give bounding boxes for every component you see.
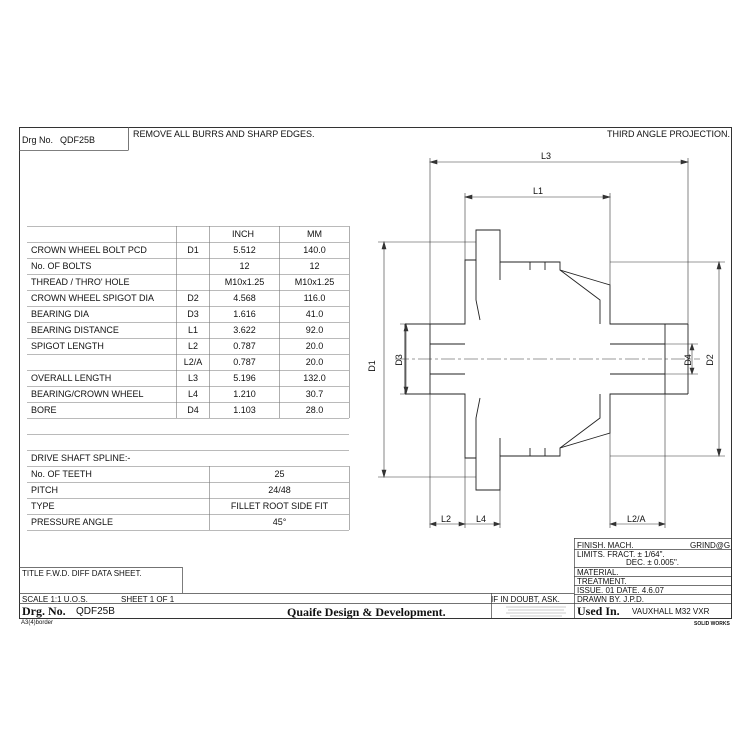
row-code: L2/A	[183, 357, 203, 367]
projection-note: THIRD ANGLE PROJECTION.	[607, 129, 731, 139]
sheet-text: SHEET 1 OF 1	[121, 595, 175, 604]
row-name: SPIGOT LENGTH	[31, 341, 104, 351]
row-code: L4	[187, 389, 198, 399]
dim-label-l4: L4	[476, 514, 487, 524]
treatment-text: TREATMENT.	[577, 577, 627, 586]
row-mm-value: 92.0	[305, 325, 324, 335]
software-name: SOLID WORKS	[694, 621, 730, 627]
row-name: No. OF BOLTS	[31, 261, 92, 271]
burrs-note: REMOVE ALL BURRS AND SHARP EDGES.	[133, 129, 315, 139]
dim-label-d3: D3	[393, 354, 404, 366]
row-inch-value: 1.616	[233, 309, 256, 319]
doubt-text: IF IN DOUBT, ASK.	[491, 595, 560, 604]
row-code: L1	[187, 325, 198, 335]
row-mm-value: 132.0	[303, 373, 326, 383]
row-name: THREAD / THRO' HOLE	[31, 277, 130, 287]
drg-no-value: QDF25B	[76, 606, 115, 617]
issue-date-text: ISSUE. 01 DATE. 4.6.07	[577, 586, 665, 595]
dim-label-l2: L2	[441, 514, 452, 524]
row-name: BEARING DISTANCE	[31, 325, 119, 335]
material-text: MATERIAL.	[577, 568, 619, 577]
data-table-grid	[27, 226, 350, 451]
drawn-by-text: DRAWN BY. J.P.D.	[577, 595, 644, 604]
spline-row-name: No. OF TEETH	[31, 469, 92, 479]
row-mm-value: 140.0	[303, 245, 326, 255]
spline-row-value: 25	[274, 469, 285, 479]
row-inch-value: M10x1.25	[224, 277, 265, 287]
border-name: A3(4)border	[21, 620, 54, 626]
dim-label-d2: D2	[704, 354, 715, 366]
drg-no-label: Drg. No.	[22, 604, 66, 618]
row-mm-value: 41.0	[305, 309, 324, 319]
column-header-mm: MM	[307, 229, 322, 239]
copyright-fine-print	[506, 607, 566, 616]
row-name: CROWN WHEEL BOLT PCD	[31, 245, 147, 255]
row-inch-value: 3.622	[233, 325, 256, 335]
header-drg-label: Drg No.	[22, 135, 54, 145]
row-mm-value: 12	[309, 261, 320, 271]
dim-label-d4: D4	[682, 354, 693, 366]
dim-label-d1: D1	[366, 360, 377, 372]
row-code: D2	[187, 293, 199, 303]
row-name: OVERALL LENGTH	[31, 373, 112, 383]
column-header-inch: INCH	[232, 229, 254, 239]
spline-row-value: FILLET ROOT SIDE FIT	[230, 501, 329, 511]
row-name: BEARING DIA	[31, 309, 90, 319]
row-mm-value: 116.0	[303, 293, 326, 303]
spline-heading: DRIVE SHAFT SPLINE:-	[31, 453, 131, 463]
spline-row-value: 45°	[272, 517, 287, 527]
dim-label-l2a: L2/A	[627, 514, 646, 524]
spline-row-name: TYPE	[31, 501, 55, 511]
row-inch-value: 5.196	[233, 373, 256, 383]
grind-text: GRIND@G	[690, 541, 731, 550]
limits-dec-text: DEC. ± 0.005".	[626, 558, 680, 567]
spline-row-name: PITCH	[31, 485, 58, 495]
row-inch-value: 4.568	[233, 293, 256, 303]
scale-text: SCALE 1:1 U.O.S.	[22, 595, 88, 604]
row-code: L3	[187, 373, 198, 383]
row-name: BORE	[31, 405, 57, 415]
diff-cross-section	[405, 230, 688, 490]
dim-label-l3: L3	[541, 151, 552, 161]
row-code: D1	[187, 245, 199, 255]
row-inch-value: 1.103	[233, 405, 256, 415]
row-code: L2	[187, 341, 198, 351]
used-in-label: Used In.	[577, 604, 620, 618]
row-mm-value: 30.7	[305, 389, 324, 399]
row-name: CROWN WHEEL SPIGOT DIA	[31, 293, 155, 303]
spline-row-name: PRESSURE ANGLE	[31, 517, 114, 527]
used-in-value: VAUXHALL M32 VXR	[632, 607, 710, 616]
row-inch-value: 0.787	[233, 341, 256, 351]
company-name: Quaife Design & Development.	[287, 605, 446, 619]
row-inch-value: 0.787	[233, 357, 256, 367]
row-mm-value: M10x1.25	[294, 277, 335, 287]
spline-row-value: 24/48	[268, 485, 291, 495]
row-inch-value: 5.512	[233, 245, 256, 255]
row-mm-value: 28.0	[305, 405, 324, 415]
title-text: TITLE F.W.D. DIFF DATA SHEET.	[22, 569, 142, 578]
row-mm-value: 20.0	[305, 341, 324, 351]
row-code: D4	[187, 405, 199, 415]
row-code: D3	[187, 309, 199, 319]
header-drg-number: QDF25B	[60, 135, 96, 145]
row-inch-value: 12	[239, 261, 250, 271]
row-mm-value: 20.0	[305, 357, 324, 367]
dim-label-l1: L1	[533, 186, 544, 196]
row-name: BEARING/CROWN WHEEL	[31, 389, 144, 399]
row-inch-value: 1.210	[233, 389, 256, 399]
finish-text: FINISH. MACH.	[577, 541, 634, 550]
limits-fract-text: LIMITS. FRACT. ± 1/64".	[577, 550, 665, 559]
